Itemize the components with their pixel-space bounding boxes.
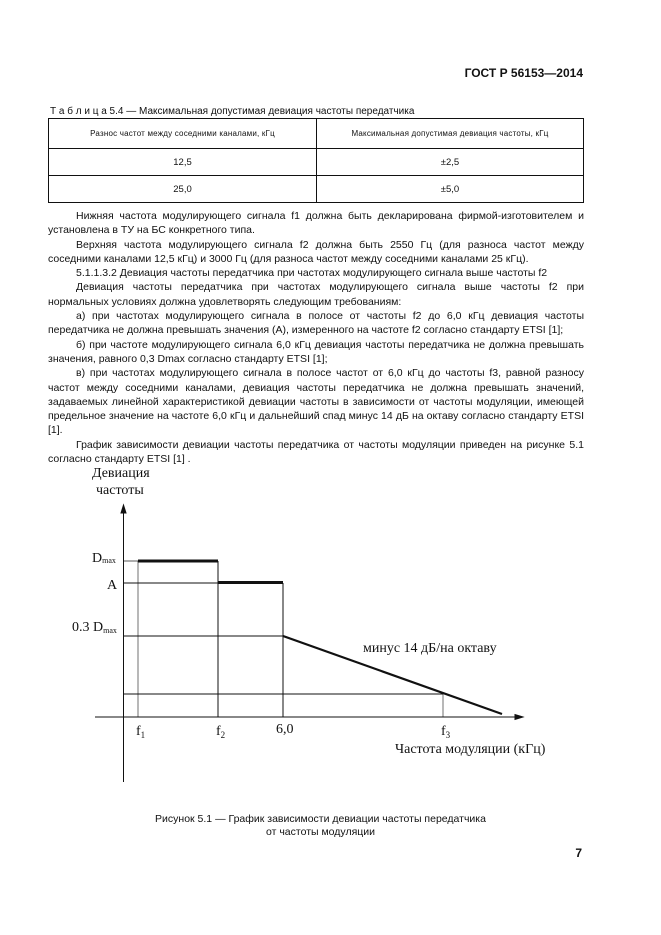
paragraph: График зависимости девиации частоты передатчика от частоты модуляции приведен на рисунке 5.1 согласно стандарту ETSI [1] .: [48, 438, 584, 466]
a-label: A: [107, 578, 118, 593]
y-axis-label: Девиация: [92, 466, 150, 481]
y-axis-label: частоты: [96, 483, 144, 498]
column-header: Разнос частот между соседними каналами, кГц: [49, 119, 317, 149]
table-cell: 12,5: [49, 149, 317, 176]
six-label: 6,0: [276, 722, 294, 737]
document-header: ГОСТ Р 56153—2014: [464, 66, 583, 80]
table-cell: ±2,5: [317, 149, 584, 176]
paragraph: Верхняя частота модулирующего сигнала f2 должна быть 2550 Гц (для разноса частот между соседними каналами 12,5 кГц) и 3000 Гц (для разноса частот между соседними каналами 25 кГц).: [48, 238, 584, 265]
paragraph: Девиация частоты передатчика при частотах модулирующего сигнала выше частоты f2 при нормальных условиях должна удовлетворять следующим требованиям:: [48, 281, 584, 308]
figure-caption-line: Рисунок 5.1 — График зависимости девиации частоты передатчика: [155, 813, 486, 825]
paragraph: 5.1.1.3.2 Девиация частоты передатчика при частотах модулирующего сигнала выше частоты f2: [76, 267, 548, 280]
x-axis-arrow: [515, 715, 523, 720]
table-cell: ±5,0: [317, 176, 584, 203]
page-number: 7: [575, 846, 582, 860]
table-caption: Т а б л и ц а 5.4 — Максимальная допустимая девиация частоты передатчика: [50, 106, 415, 117]
x-axis-label: Частота модуляции (кГц): [395, 742, 546, 757]
y-axis-arrow: [121, 505, 126, 513]
slope-label: минус 14 дБ/на октаву: [363, 641, 497, 656]
paragraph: б) при частоте модулирующего сигнала 6,0 кГц девиация частоты передатчика не должна превышать значения, равного 0,3 Dmax согласно стандарту ETSI [1];: [48, 338, 584, 365]
paragraph: Нижняя частота модулирующего сигнала f1 должна быть декларирована фирмой-изготовителем и установлена в ТУ на БС конкретного типа.: [48, 210, 584, 237]
f2-label: $f_2$: [216, 724, 226, 740]
f1-label: $f_1$: [136, 724, 146, 740]
table-cell: 25,0: [49, 176, 317, 203]
dmax03-label: 0.3 Dmax: [72, 620, 117, 635]
figure-caption: [0, 813, 661, 839]
dmax-label: Dmax: [92, 551, 116, 566]
paragraph: в) при частотах модулирующего сигнала в полосе частот от 6,0 кГц до частоты f3, равной разносу частот между соседними каналами, девиация частоты передатчика не должна превышать значений, задаваемых линейной характеристикой девиации частоты в зависимости от частоты модуляции, имеющей предельное значение на частоте 6,0 кГц и дальнейший спад минус 14 дБ на октаву согласно стандарту ETSI [1].: [48, 367, 584, 437]
f3-label: $f_3$: [441, 724, 451, 740]
figure-caption-line: от частоты модуляции: [266, 826, 375, 838]
paragraph: а) при частотах модулирующего сигнала в полосе от частоты f2 до 6,0 кГц девиация частоты передатчика не должна превышать значения (А), измеренного на частоте f2 согласно стандарту ETSI [1];: [48, 310, 584, 337]
column-header: Максимальная допустимая девиация частоты, кГц: [317, 119, 584, 149]
